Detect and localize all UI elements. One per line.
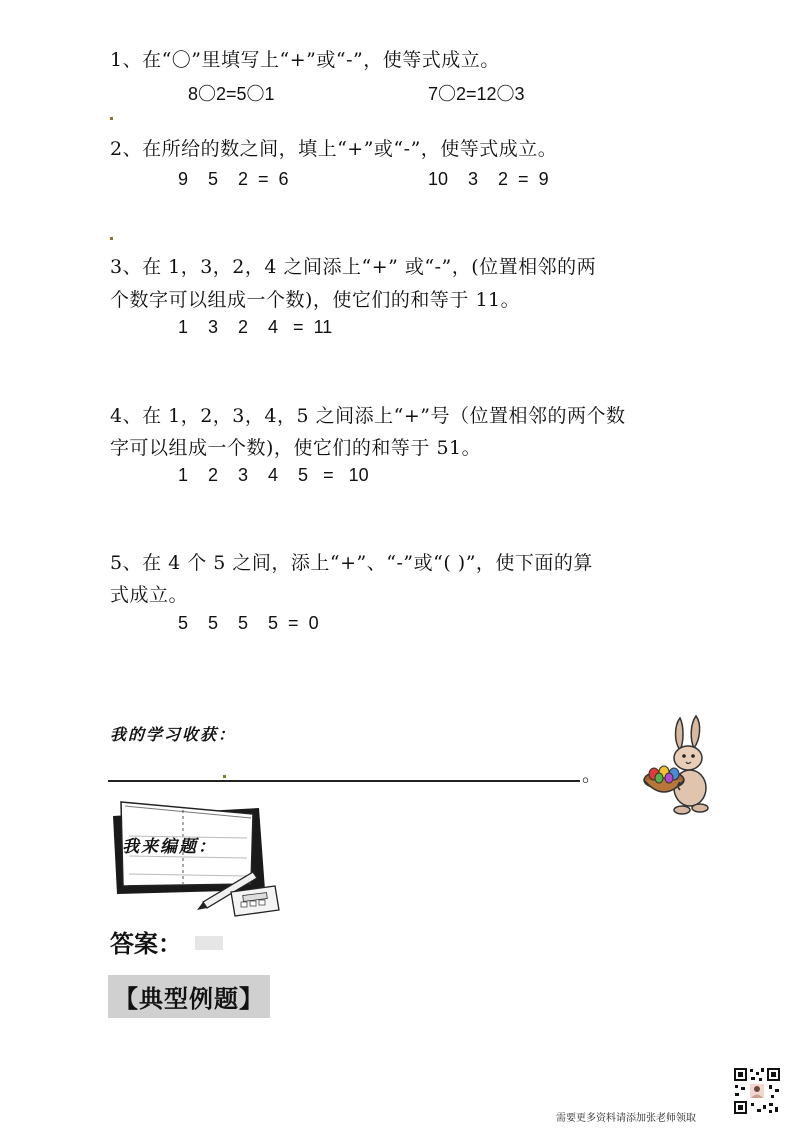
- answer-highlight-block: [195, 936, 223, 950]
- footer-note: 需要更多资料请添加张老师领取: [556, 1113, 696, 1124]
- question-5-line-2: 式成立。: [110, 584, 189, 606]
- question-3-line-2: 个数字可以组成一个数)，使它们的和等于 11。: [110, 289, 521, 311]
- answer-label: 答案：: [110, 930, 182, 958]
- bunny-with-egg-basket-illustration: [640, 712, 720, 818]
- harvest-label: 我的学习收获：: [110, 725, 237, 744]
- question-1-equation-a: 8〇2=5〇1: [188, 84, 275, 104]
- harvest-end-mark: 。: [582, 764, 602, 786]
- question-4-line-2: 字可以组成一个数)，使它们的和等于 51。: [110, 437, 482, 459]
- stray-mark: [110, 237, 113, 240]
- question-4-equation: 1 2 3 4 5 = 10: [178, 465, 369, 485]
- question-5-equation: 5 5 5 5 = 0: [178, 613, 319, 633]
- question-1-equation-b: 7〇2=12〇3: [428, 84, 525, 104]
- stray-mark: [110, 117, 113, 120]
- question-2-text: 2、在所给的数之间，填上“+”或“-”，使等式成立。: [110, 138, 558, 160]
- harvest-answer-line: [108, 780, 580, 782]
- question-1-text: 1、在“〇”里填写上“+”或“-”，使等式成立。: [110, 49, 500, 71]
- question-3-line-1: 3、在 1，3，2，4 之间添上“+” 或“-”，(位置相邻的两: [110, 256, 597, 278]
- stray-mark: [223, 775, 226, 778]
- typical-examples-heading: 【典型例题】: [108, 975, 270, 1018]
- question-2-equation-a: 9 5 2 = 6: [178, 169, 289, 189]
- question-3-equation: 1 3 2 4 = 11: [178, 317, 333, 337]
- open-notebook-illustration: [103, 798, 283, 922]
- qr-code-icon: [733, 1067, 781, 1115]
- question-2-equation-b: 10 3 2 = 9: [428, 169, 549, 189]
- notebook-label: 我来编题：: [122, 837, 217, 857]
- question-4-line-1: 4、在 1，2，3，4，5 之间添上“+”号（位置相邻的两个数: [110, 405, 626, 427]
- question-5-line-1: 5、在 4 个 5 之间，添上“+”、“-”或“( )”，使下面的算: [110, 552, 593, 574]
